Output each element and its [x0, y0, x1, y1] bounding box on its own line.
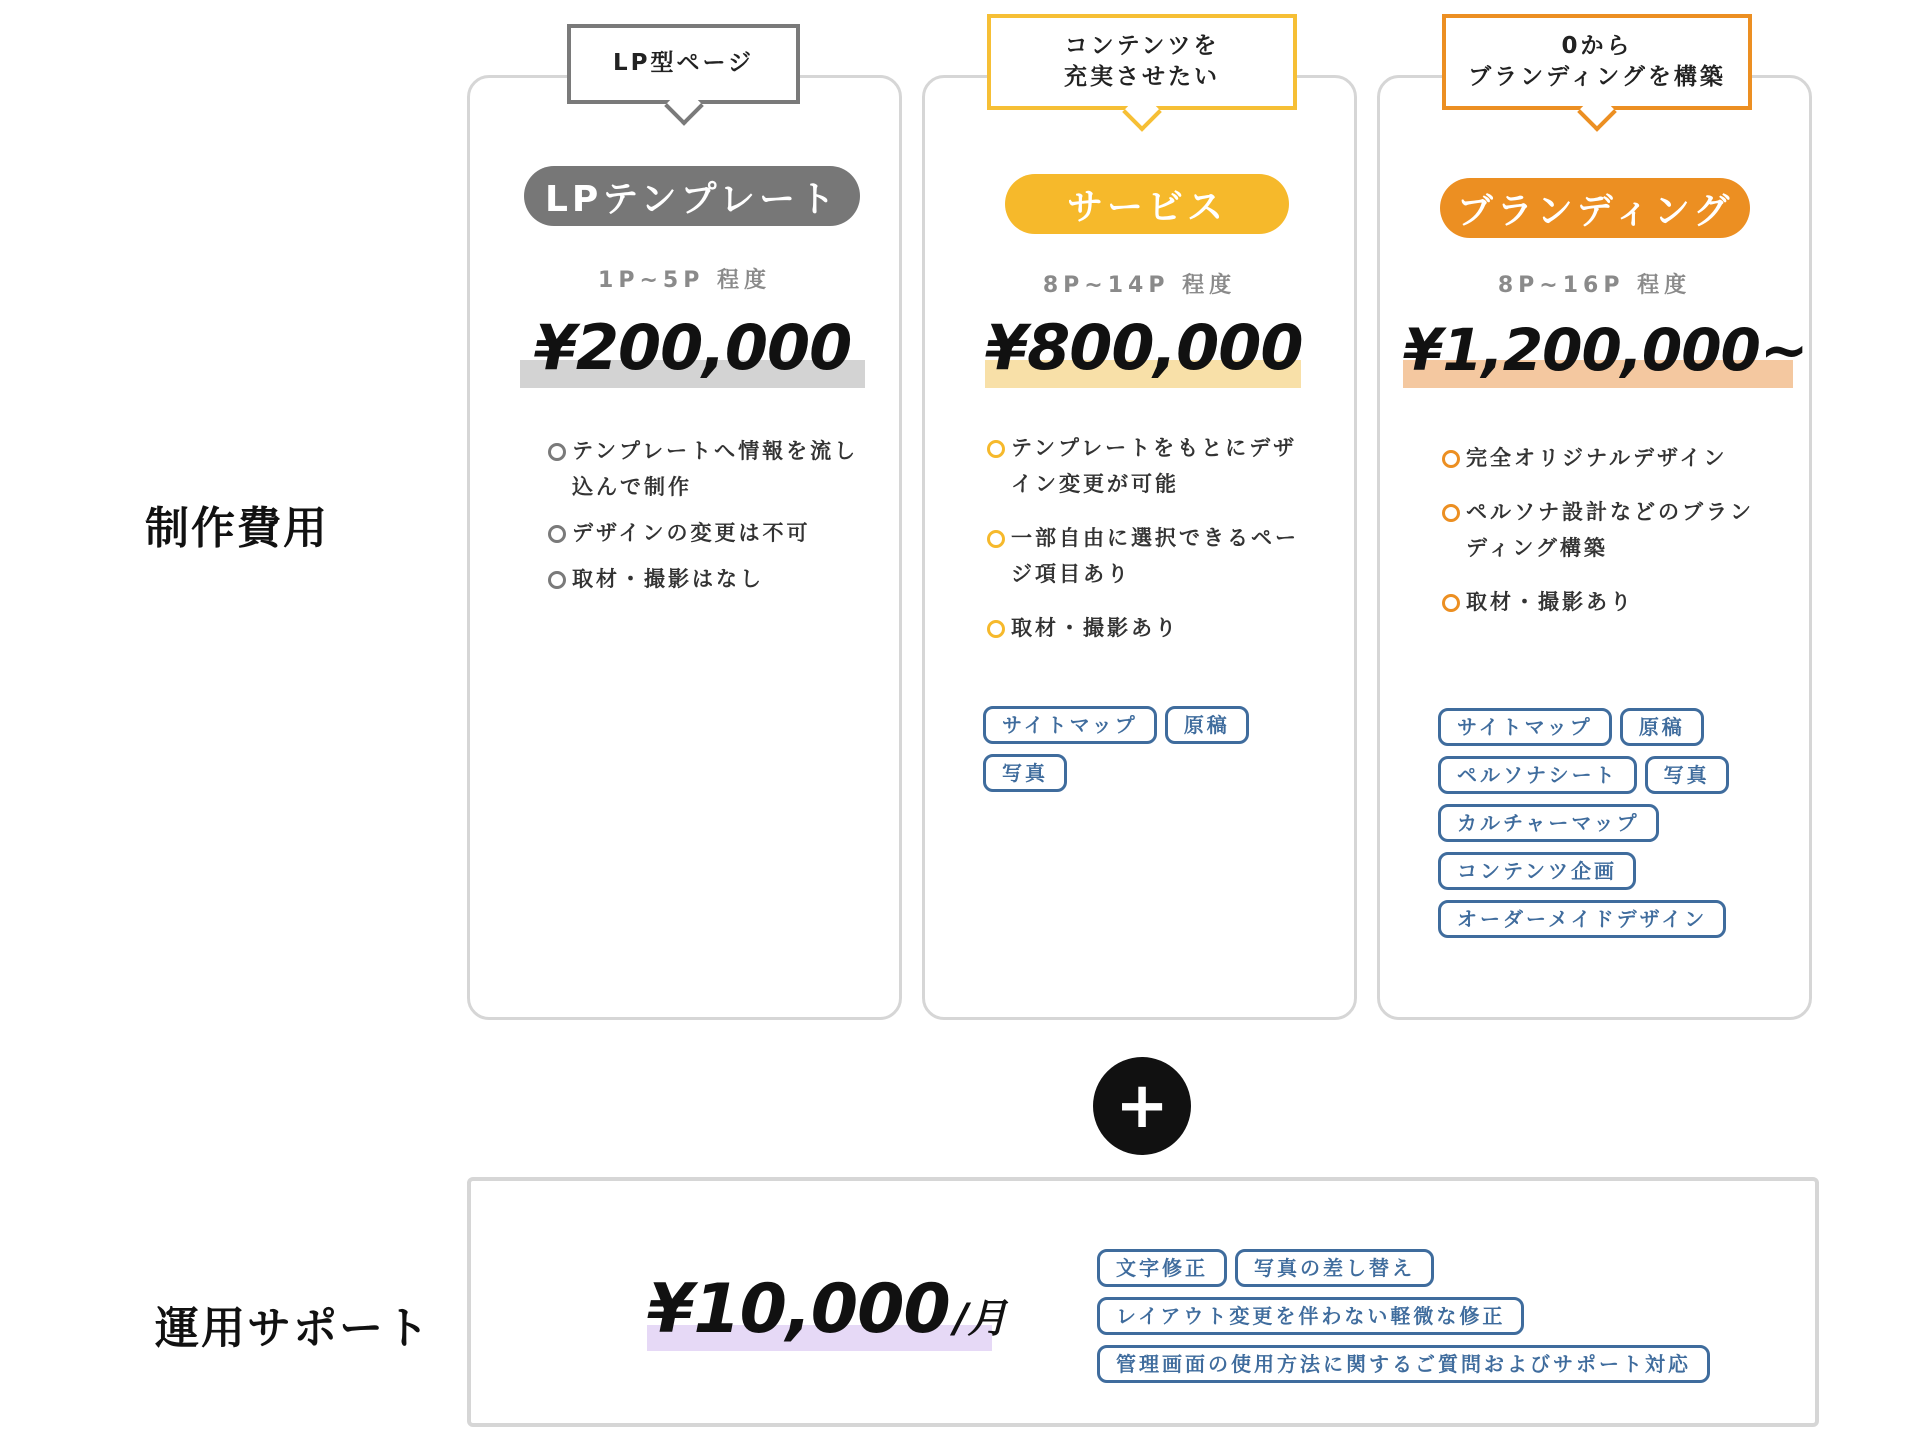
- feature-item: [548, 433, 868, 505]
- plan-name: LPテンプレート: [524, 166, 860, 226]
- feature-text: 完全オリジナルデザイン: [1466, 446, 1728, 470]
- deliverable-tag: 写真: [983, 754, 1067, 792]
- plan-price-text: ¥200,000: [533, 311, 852, 384]
- plan-features: [548, 433, 868, 607]
- support-price: [647, 1270, 1007, 1351]
- circle-icon: [548, 525, 566, 543]
- feature-item: [987, 430, 1317, 502]
- support-tags: [1097, 1249, 1797, 1383]
- plan-bubble: [1442, 14, 1752, 110]
- feature-text: デザインの変更は不可: [572, 521, 811, 545]
- plan-features: [1442, 440, 1772, 638]
- deliverable-tag: ペルソナシート: [1438, 756, 1637, 794]
- circle-icon: [548, 443, 566, 461]
- feature-text: ペルソナ設計などのブランディング構築: [1466, 500, 1754, 560]
- plan-price-text: ¥1,200,000~: [1403, 316, 1808, 384]
- plan-price: [985, 308, 1301, 388]
- plan-bubble: [987, 14, 1297, 110]
- bubble-tail-icon: [1122, 92, 1162, 132]
- support-box: [467, 1177, 1819, 1427]
- feature-item: [548, 561, 868, 597]
- feature-text: テンプレートをもとにデザイン変更が可能: [1011, 436, 1298, 496]
- feature-text: 一部自由に選択できるページ項目あり: [1011, 526, 1299, 586]
- feature-item: [1442, 494, 1772, 566]
- circle-icon: [987, 530, 1005, 548]
- plan-card: [467, 50, 902, 1020]
- feature-item: [987, 610, 1317, 646]
- deliverable-tag: 写真: [1645, 756, 1729, 794]
- plan-price-text: ¥800,000: [985, 311, 1303, 384]
- feature-text: テンプレートへ情報を流し込んで制作: [572, 439, 859, 499]
- bubble-tail-icon: [664, 86, 704, 126]
- feature-item: [548, 515, 868, 551]
- plan-bubble-text: 0から ブランディングを構築: [1468, 32, 1726, 90]
- plan-pages: 8P~14P 程度: [1042, 273, 1237, 298]
- support-tag: 管理画面の使用方法に関するご質問およびサポート対応: [1097, 1345, 1710, 1383]
- support-tag: レイアウト変更を伴わない軽微な修正: [1097, 1297, 1524, 1335]
- deliverable-tag: 原稿: [1620, 708, 1704, 746]
- deliverable-tag: サイトマップ: [983, 706, 1157, 744]
- feature-text: 取材・撮影はなし: [572, 567, 764, 591]
- feature-item: [987, 520, 1317, 592]
- feature-item: [1442, 440, 1772, 476]
- support-price-text: [647, 1270, 1007, 1349]
- feature-text: 取材・撮影あり: [1011, 616, 1179, 640]
- plan-tags: [1438, 708, 1768, 938]
- bubble-tail-icon: [1577, 92, 1617, 132]
- plan-bubble-text: コンテンツを 充実させたい: [1064, 32, 1220, 90]
- circle-icon: [1442, 594, 1460, 612]
- deliverable-tag: 原稿: [1165, 706, 1249, 744]
- plan-tags: [983, 706, 1313, 792]
- plus-icon: +: [1093, 1057, 1191, 1155]
- plan-pages: 8P~16P 程度: [1497, 273, 1692, 298]
- plan-card: [922, 32, 1357, 1020]
- plan-features: [987, 430, 1317, 664]
- support-tag: 写真の差し替え: [1235, 1249, 1434, 1287]
- plan-bubble-text: LP型ページ: [612, 50, 755, 77]
- circle-icon: [548, 571, 566, 589]
- operation-support-label: 運用サポート: [155, 1303, 431, 1354]
- plan-bubble: [567, 24, 800, 104]
- deliverable-tag: コンテンツ企画: [1438, 852, 1636, 890]
- plan-price: [520, 308, 865, 388]
- circle-icon: [1442, 504, 1460, 522]
- circle-icon: [987, 620, 1005, 638]
- support-price-unit: /月: [953, 1296, 1007, 1342]
- circle-icon: [987, 440, 1005, 458]
- feature-text: 取材・撮影あり: [1466, 590, 1634, 614]
- plan-name: ブランディング: [1440, 178, 1750, 238]
- production-cost-label: 制作費用: [145, 503, 329, 554]
- feature-item: [1442, 584, 1772, 620]
- plan-name: サービス: [1005, 174, 1289, 234]
- plan-card: [1377, 32, 1812, 1020]
- circle-icon: [1442, 450, 1460, 468]
- deliverable-tag: サイトマップ: [1438, 708, 1612, 746]
- support-tag: 文字修正: [1097, 1249, 1227, 1287]
- deliverable-tag: カルチャーマップ: [1438, 804, 1659, 842]
- plan-pages: 1P~5P 程度: [598, 268, 771, 293]
- plan-price: [1403, 308, 1808, 388]
- deliverable-tag: オーダーメイドデザイン: [1438, 900, 1726, 938]
- support-price-value: ¥10,000: [647, 1270, 950, 1349]
